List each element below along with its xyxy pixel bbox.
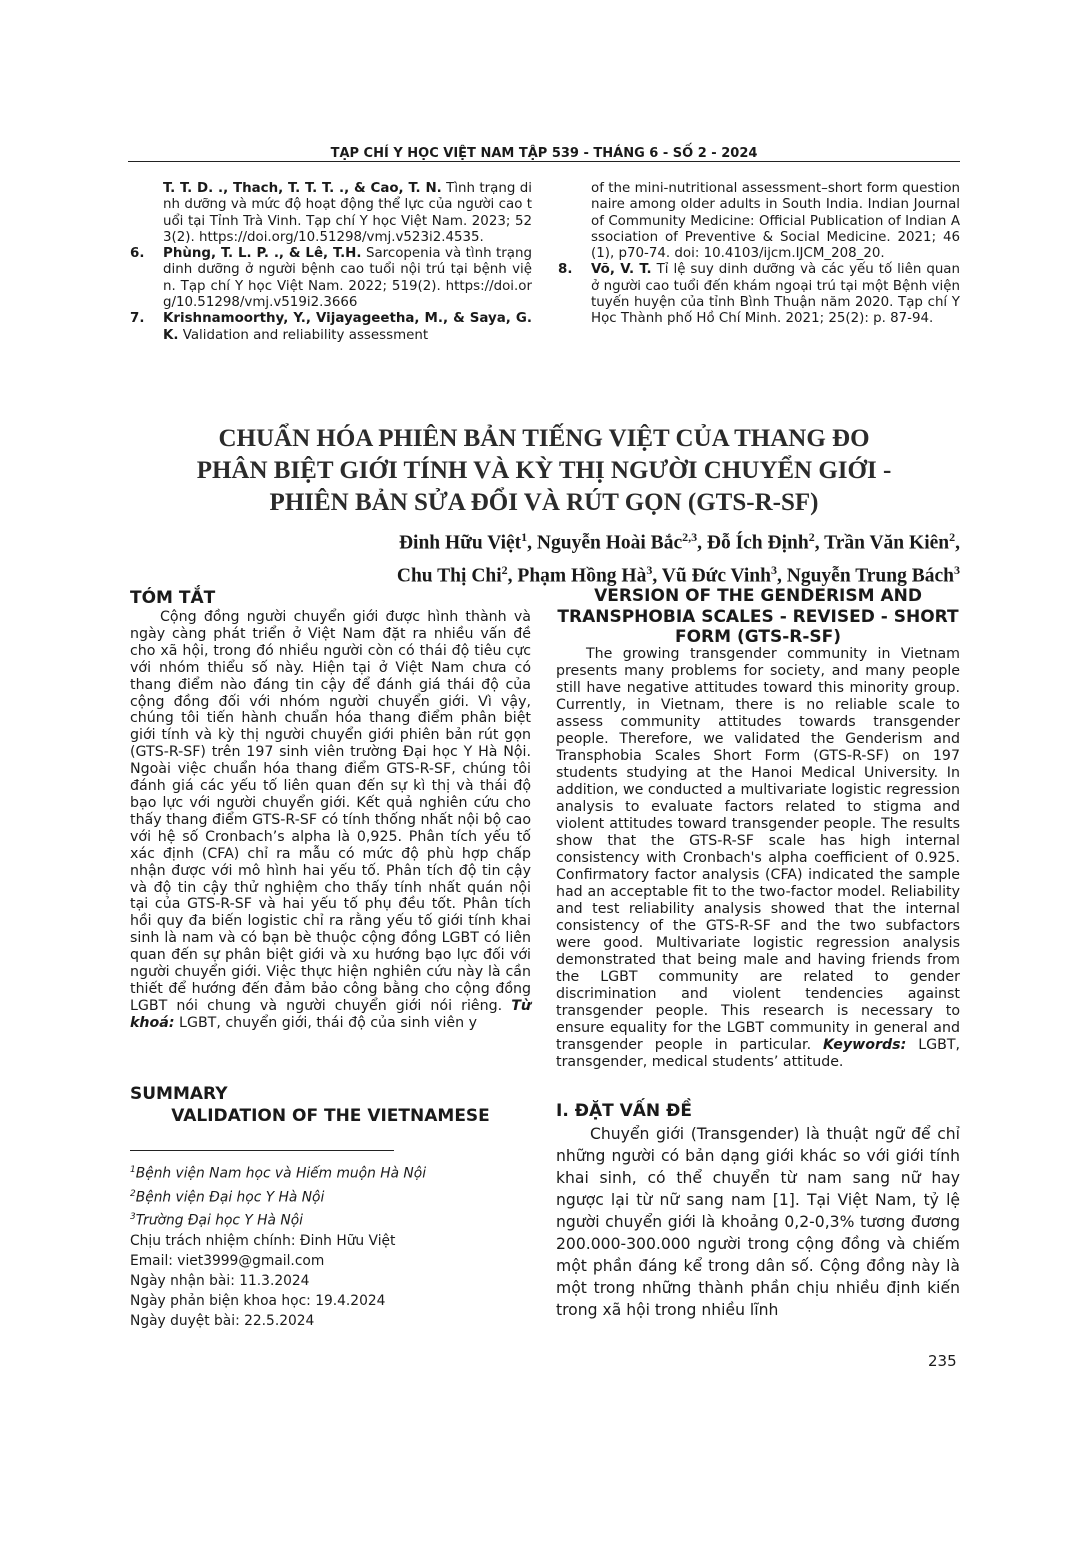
journal-header: TẠP CHÍ Y HỌC VIỆT NAM TẬP 539 - THÁNG 6 - SỐ 2 - 2024	[330, 146, 758, 161]
author-affiliation: 3	[646, 562, 653, 577]
keywords-en: LGBT, transgender, medical students’ attitude.	[556, 1037, 960, 1070]
author-affiliation: 2	[949, 530, 956, 544]
author-affiliation: 2,3	[682, 530, 698, 544]
section-heading: I. ĐẶT VẤN ĐỀ	[556, 1101, 692, 1121]
reference-item	[128, 246, 532, 311]
reference-item	[556, 181, 960, 262]
summary-title	[556, 586, 960, 648]
received-date: Ngày nhận bài: 11.3.2024	[130, 1272, 310, 1289]
abstract-vi-heading: TÓM TẮT	[130, 588, 216, 608]
abstract-en-text: The growing transgender community in Vietnam presents many problems for society, and many people still have negative attitudes toward this minority group. Currently, in Vietnam, there is no reliable scale to assess community attitudes towards transgender people. Therefore, we validated the Genderism and Transphobia Scales Short Form (GTS-R-SF) on 197 students studying at the Hanoi Medical University. In addition, we conducted a multivariate logistic regression analysis to evaluate factors related to stigma and violent attitudes toward transgender people. The results show that the GTS-R-SF scale has high internal consistency with Cronbach's alpha coefficient of 0.925. Confirmatory factor analysis (CFA) indicated the sample had an acceptable fit to the two-factor model. Reliability and test reliability analysis showed that the internal consistency of the GTS-R-SF and the two subfactors were good. Multivariate logistic regression analysis demonstrated that being male and having friends from the LGBT community are related to gender discrimination and violent tendencies against transgender people. This research is necessary to ensure equality for the LGBT community in general and transgender people in particular.	[556, 646, 960, 1053]
summary-title-line: VERSION OF THE GENDERISM AND	[594, 586, 922, 606]
abstract-vi-body	[130, 609, 531, 1032]
author-affiliation: 2	[501, 562, 508, 577]
reference-item	[556, 262, 960, 327]
title-line: CHUẨN HÓA PHIÊN BẢN TIẾNG VIỆT CỦA THANG ĐO	[218, 425, 870, 452]
references-left-column	[128, 181, 532, 344]
reference-text: of the mini-nutritional assessment–short form questionnaire among older adults in South India. Indian Journal of Community Medicine: Official Publication of Indian Association of Preventive & Social Medicine. 2021; 46(1), p70-74. doi: 10.4103/ijcm.IJCM_208_20.	[591, 181, 960, 262]
reference-item	[128, 311, 532, 344]
keywords-vi-label: Từ khoá:	[130, 997, 531, 1031]
reference-authors: Phùng, T. L. P. ., & Lê, T.H.	[163, 246, 362, 262]
author-affiliation: 2	[808, 530, 815, 544]
author-line: Đinh Hữu Việt$^1$, Nguyễn Hoài Bắc$^{2,3}$, Đỗ Ích Định$^2$, Trần Văn Kiên$^2$,	[398, 530, 960, 554]
author-name: Đinh Hữu Việt	[398, 532, 522, 554]
summary-title-line: FORM (GTS-R-SF)	[674, 627, 842, 647]
affiliation-note	[130, 1160, 531, 1184]
author-name: Phạm Hồng Hà	[517, 565, 647, 586]
affiliation-note	[130, 1207, 531, 1231]
author-affiliation: 3	[954, 562, 960, 577]
affiliation-note	[130, 1184, 531, 1208]
affiliation-number: 3	[130, 1212, 136, 1223]
author-name: Vũ Đức Vinh	[661, 565, 771, 586]
header-divider	[128, 161, 960, 162]
abstract-vi-text: Cộng đồng người chuyển giới được hình thành và ngày càng phát triển ở Việt Nam đặt ra nhiều vấn đề cho xã hội, trong đó nhiều người còn có thái độ tiêu cực với nhóm thiểu số này. Hiện tại ở Việt Nam chưa có thang điểm nào đáng tin cậy để đánh giá thái độ của cộng đồng đối với nhóm người chuyển giới. Vì vậy, chúng tôi tiến hành chuẩn hóa thang điểm phân biệt giới tính và kỳ thị người chuyển giới phiên bản rút gọn (GTS-R-SF) trên 197 sinh viên trường Đại học Y Hà Nội. Ngoài việc chuẩn hóa thang điểm GTS-R-SF, chúng tôi đánh giá các yếu tố liên quan đến sự kì thị và thái độ bạo lực với người chuyển giới. Kết quả nghiên cứu cho thấy thang điểm GTS-R-SF có tính thống nhất nội bộ cao với hệ số Cronbach’s alpha là 0,925. Phân tích yếu tố xác định (CFA) chỉ ra mẫu có mức độ phù hợp chấp nhận được với mô hình hai yếu tố. Phân tích độ tin cậy và độ tin cậy thử nghiệm cho thấy tính nhất quán nội tại của GTS-R-SF và hai yếu tố phụ đều tốt. Phân tích hồi quy đa biến logistic chỉ ra rằng yếu tố giới tính khai sinh là nam và có bạn bè thuộc cộng đồng LGBT có liên quan đến sự phân biệt giới và xu hướng bạo lực đối với người chuyển giới. Việc thực hiện nghiên cứu này là cần thiết để hướng đến đảm bảo công bằng cho cộng đồng LGBT nói chung và người chuyển giới nói riêng.	[130, 609, 531, 1014]
reference-number: 7.	[130, 311, 145, 327]
affiliation-text: Trường Đại học Y Hà Nội	[135, 1212, 303, 1229]
author-name: Chu Thị Chi	[396, 565, 502, 586]
author-name: Trần Văn Kiên	[824, 532, 950, 554]
summary-title-line: VALIDATION OF THE VIETNAMESE	[171, 1106, 490, 1126]
title-line: PHÂN BIỆT GIỚI TÍNH VÀ KỲ THỊ NGƯỜI CHUYỂN GIỚI -	[196, 457, 892, 484]
footnotes	[130, 1160, 531, 1331]
section-body: Chuyển giới (Transgender) là thuật ngữ để chỉ những người có bản dạng giới khác so với giới tính khai sinh, có thể chuyển từ nam sang nữ hay ngược lại từ nữ sang nam [1]. Tại Việt Nam, tỷ lệ người chuyển giới là khoảng 0,2-0,3% tương đương 200.000-300.000 người trong cộng đồng và chiếm một phần đáng kể trong dân số. Cộng đồng này là một trong những thành phần chịu nhiều định kiến trong xã hội trong nhiều lĩnh	[556, 1125, 960, 1319]
keywords-vi: LGBT, chuyển giới, thái độ của sinh viên y	[179, 1014, 478, 1031]
reference-text: Sarcopenia và tình trạng dinh dưỡng ở người bệnh cao tuổi nội trú tại bệnh viện. Tạp chí Y học Việt Nam. 2022; 519(2). https://doi.org/10.51298/vmj.v519i2.3666	[163, 246, 533, 311]
author-line: Chu Thị Chi$^2$, Phạm Hồng $Hà^3$, Vũ Đức Vinh$^3$, Nguyễn Trung Bách$^3$	[396, 562, 960, 586]
author-affiliation: 1	[521, 530, 528, 544]
reference-text: Tỉ lệ suy dinh dưỡng và các yếu tố liên quan ở người cao tuổi đến khám ngoại trú tại một Bệnh viện tuyến huyện của tỉnh Bình Thuận năm 2020. Tạp chí Y Học Thành phố Hồ Chí Minh. 2021; 25(2): p. 87-94.	[591, 262, 960, 327]
reference-text: Validation and reliability assessment	[178, 327, 429, 343]
keywords-en-label: Keywords:	[823, 1037, 907, 1053]
summary-heading: SUMMARY	[130, 1084, 228, 1104]
author-name: Đỗ Ích Định	[706, 532, 809, 554]
reference-authors: Krishnamoorthy, Y., Vijayageetha, M., & Saya, G. K.	[163, 311, 532, 343]
page-number: 235	[928, 1352, 957, 1370]
reference-authors: T. T. D. ., Thach, T. T. T. ., & Cao, T. N.	[163, 181, 442, 196]
email: Email: viet3999@gmail.com	[130, 1252, 325, 1269]
reference-authors: Võ, V. T.	[591, 262, 652, 278]
reference-item	[128, 181, 532, 246]
corresponding-author: Chịu trách nhiệm chính: Đinh Hữu Việt	[130, 1232, 396, 1249]
affiliation-text: Bệnh viện Đại học Y Hà Nội	[135, 1189, 325, 1206]
references-right-column	[556, 181, 960, 328]
affiliation-number: 1	[130, 1165, 136, 1175]
abstract-en-body	[556, 646, 960, 1071]
affiliation-text: Bệnh viện Nam học và Hiếm muộn Hà Nội	[135, 1165, 427, 1182]
review-date: Ngày phản biện khoa học: 19.4.2024	[130, 1292, 386, 1309]
author-affiliation: 3	[771, 562, 777, 577]
author-name: Nguyễn Trung Bách	[786, 565, 954, 586]
title-line: PHIÊN BẢN SỬA ĐỔI VÀ RÚT GỌN (GTS-R-SF)	[269, 489, 819, 516]
reference-number: 8.	[558, 262, 573, 278]
article-title	[128, 423, 960, 519]
reference-text: Tình trạng dinh dưỡng và mức độ hoạt động thể lực của người cao tuổi tại Tỉnh Trà Vinh. Tạp chí Y học Việt Nam. 2023; 523(2). https://doi.org/10.51298/vmj.v523i2.4535.	[163, 181, 532, 245]
accepted-date: Ngày duyệt bài: 22.5.2024	[130, 1312, 315, 1329]
footnote-divider	[130, 1150, 394, 1151]
reference-number: 6.	[130, 246, 145, 262]
affiliation-number: 2	[130, 1188, 136, 1199]
author-name: Nguyễn Hoài Bắc	[536, 532, 683, 554]
author-list	[128, 524, 960, 589]
summary-title-line: TRANSPHOBIA SCALES - REVISED - SHORT	[557, 606, 959, 627]
